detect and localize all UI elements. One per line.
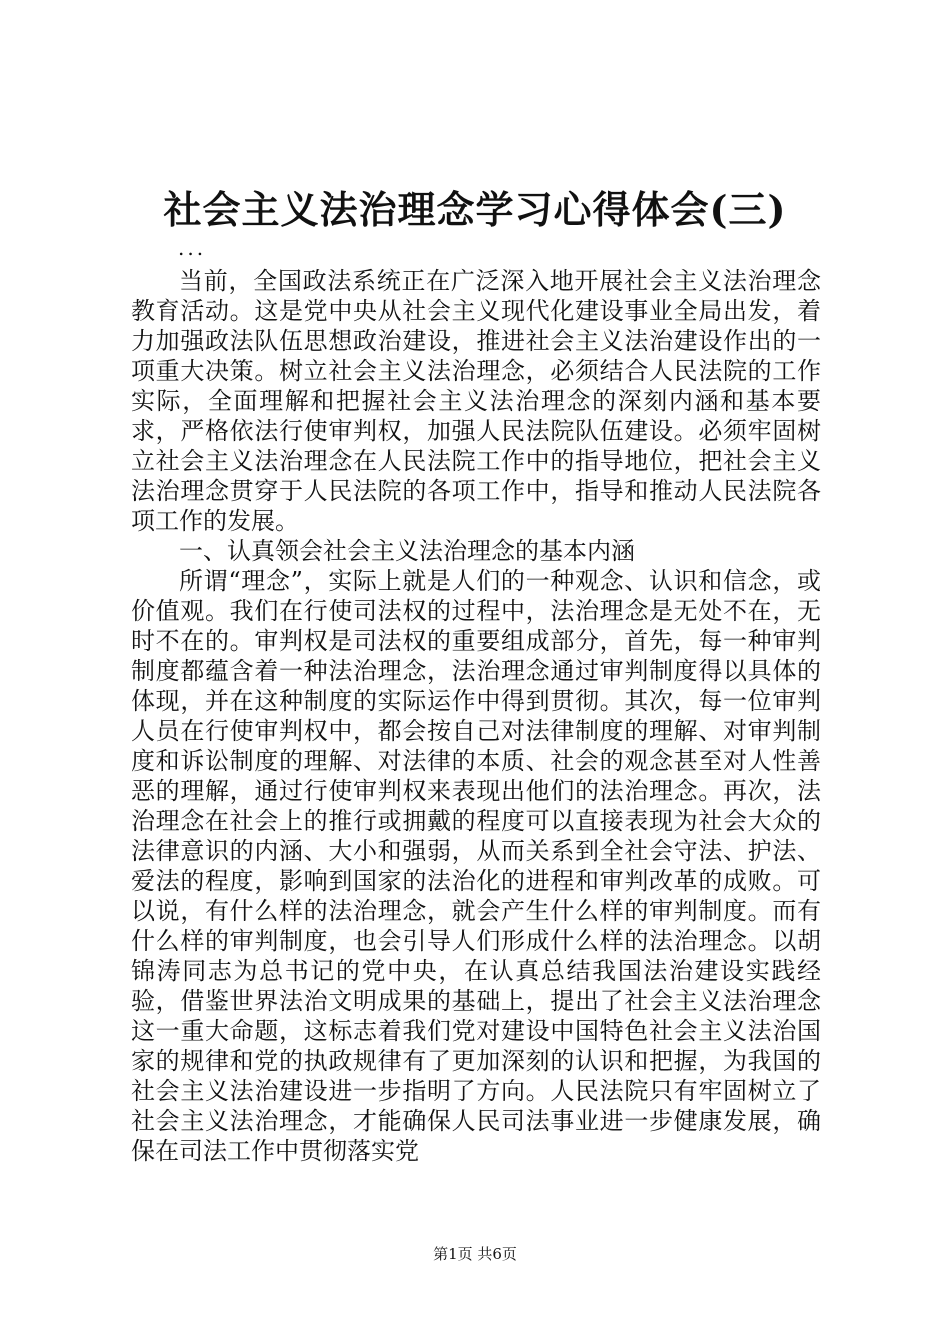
document-body [131,266,821,1166]
ellipsis-marker: ... [178,236,207,260]
section-heading: 一、认真领会社会主义法治理念的基本内涵 [179,537,635,565]
paragraph-concept: 所谓“理念”，实际上就是人们的一种观念、认识和信念，或价值观。我们在行使司法权的过程中，法治理念是无处不在，无时不在的。审判权是司法权的重要组成部分，首先，每一种审判制度都蕴含着一种法治理念，法治理念通过审判制度得以具体的体现，并在这种制度的实际运作中得到贯彻。其次，每一位审判人员在行使审判权中，都会按自己对法律制度的理解、对审判制度和诉讼制度的理解、对法律的本质、社会的观念甚至对人性善恶的理解，通过行使审判权来表现出他们的法治理念。再次，法治理念在社会上的推行或拥戴的程度可以直接表现为社会大众的法律意识的内涵、大小和强弱，从而关系到全社会守法、护法、爱法的程度，影响到国家的法治化的进程和审判改革的成败。可以说，有什么样的法治理念，就会产生什么样的审判制度。而有什么样的审判制度，也会引导人们形成什么样的法治理念。以胡锦涛同志为总书记的党中央，在认真总结我国法治建设实践经验，借鉴世界法治文明成果的基础上，提出了社会主义法治理念这一重大命题，这标志着我们党对建设中国特色社会主义法治国家的规律和党的执政规律有了更加深刻的认识和把握，为我国的社会主义法治建设进一步指明了方向。人民法院只有牢固树立了社会主义法治理念，才能确保人民司法事业进一步健康发展，确保在司法工作中贯彻落实党 [131,567,821,1165]
paragraph-intro: 当前，全国政法系统正在广泛深入地开展社会主义法治理念教育活动。这是党中央从社会主义现代化建设事业全局出发，着力加强政法队伍思想政治建设，推进社会主义法治建设作出的一项重大决策。树立社会主义法治理念，必须结合人民法院的工作实际，全面理解和把握社会主义法治理念的深刻内涵和基本要求，严格依法行使审判权，加强人民法院队伍建设。必须牢固树立社会主义法治理念在人民法院工作中的指导地位，把社会主义法治理念贯穿于人民法院的各项工作中，指导和推动人民法院各项工作的发展。 [131,267,821,535]
document-title: 社会主义法治理念学习心得体会(三) [163,187,787,232]
page-number-footer: 第1页 共6页 [433,1245,517,1263]
